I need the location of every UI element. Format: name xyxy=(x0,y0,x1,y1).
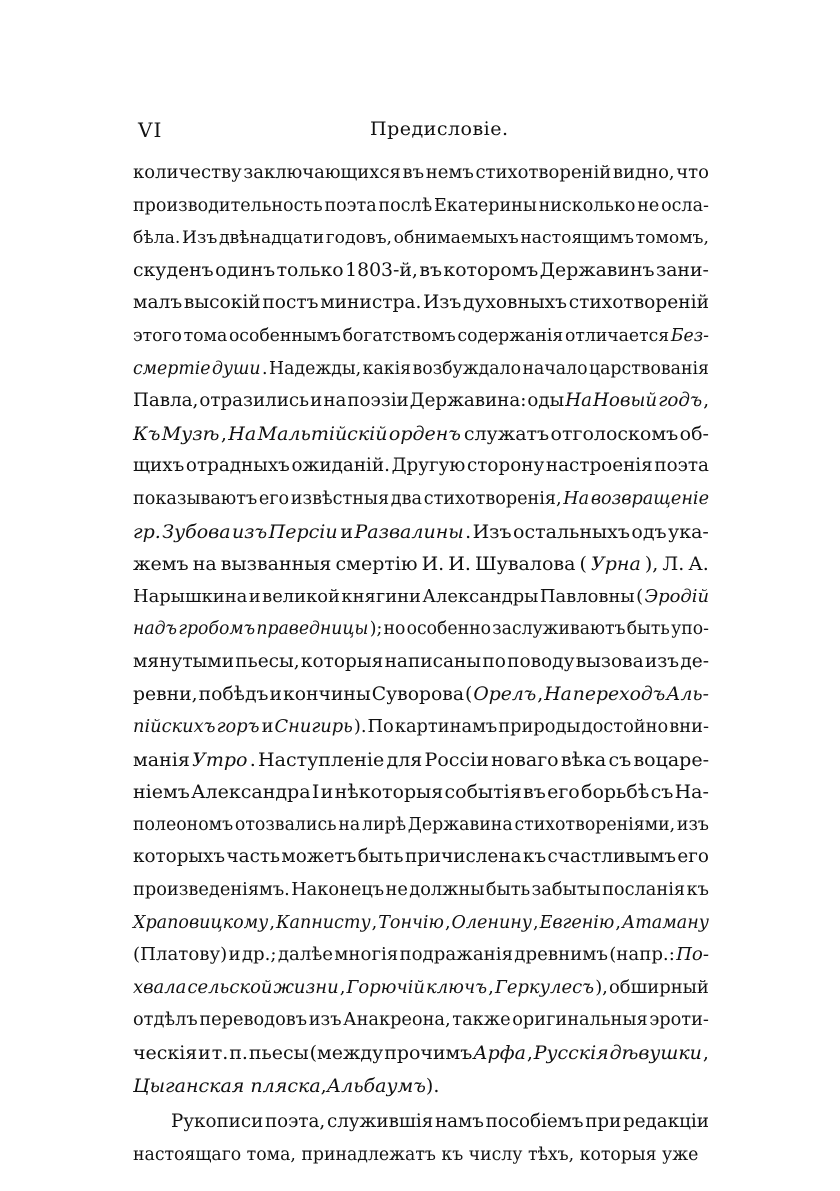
text-segment: и xyxy=(228,944,241,966)
paragraph xyxy=(133,157,709,1102)
text-segment: , xyxy=(702,1042,709,1065)
italic-title-text: хвала xyxy=(133,976,187,998)
text-segment: ческія xyxy=(133,1042,198,1065)
text-segment: съ xyxy=(608,748,632,771)
text-line xyxy=(133,581,709,614)
text-segment: изъ xyxy=(308,1010,342,1031)
text-segment: и xyxy=(269,683,282,705)
italic-title-text: На xyxy=(565,390,592,412)
text-segment: служившія xyxy=(326,1111,434,1133)
text-segment: остальныхъ xyxy=(513,520,630,543)
italic-title-text: Горючій xyxy=(346,976,425,998)
text-line xyxy=(133,418,709,451)
italic-title-text: годъ xyxy=(658,390,703,412)
text-segment: Александра xyxy=(191,781,311,804)
text-segment: манія xyxy=(133,748,190,771)
text-segment: на xyxy=(338,814,361,835)
text-segment: Изъ xyxy=(181,228,218,249)
text-line xyxy=(133,679,709,712)
text-segment: начало xyxy=(522,358,588,379)
text-line xyxy=(133,548,709,581)
text-line xyxy=(133,483,709,516)
text-segment: отразились xyxy=(199,390,310,412)
text-segment: событія xyxy=(444,781,522,804)
italic-title-text: дѣвушки xyxy=(609,1042,702,1065)
text-segment: можетъ xyxy=(281,846,357,868)
text-segment: зани- xyxy=(655,259,709,281)
text-segment: по xyxy=(482,650,506,672)
text-segment: видно, xyxy=(612,162,675,183)
italic-title-text: Урна xyxy=(591,553,641,576)
text-segment: часть xyxy=(226,846,280,868)
text-segment: Державина: xyxy=(409,390,527,412)
text-segment: произведеніямъ. xyxy=(133,880,290,901)
text-segment: Россіи xyxy=(424,748,489,771)
text-line xyxy=(133,157,709,190)
text-segment: какія xyxy=(362,358,412,379)
text-segment: , xyxy=(220,422,227,445)
italic-title-text: смертіе xyxy=(133,358,211,379)
text-line xyxy=(133,222,709,255)
text-segment: великой xyxy=(262,585,340,607)
text-segment: къ xyxy=(522,846,547,868)
text-segment: показываютъ xyxy=(133,488,258,509)
text-segment: А. xyxy=(688,553,709,576)
text-segment: подражанія xyxy=(399,944,514,966)
text-segment: Державина xyxy=(407,814,513,835)
text-segment: въ xyxy=(419,259,442,281)
text-segment: об- xyxy=(679,422,709,445)
text-segment: Державинъ xyxy=(539,259,655,281)
text-segment: вызванныя xyxy=(220,553,332,576)
text-segment: пособіемъ xyxy=(485,1111,584,1133)
text-segment: Рукописи xyxy=(171,1111,264,1133)
page-number: VI xyxy=(138,118,163,142)
text-segment: его xyxy=(258,488,290,509)
text-segment: И. xyxy=(448,553,471,576)
text-segment: на xyxy=(323,390,347,412)
italic-title-text: жизни xyxy=(273,976,339,998)
text-segment: томомъ, xyxy=(635,228,709,249)
italic-title-text: Новый xyxy=(593,390,658,412)
text-segment: особеннымъ xyxy=(228,325,341,346)
text-segment: , xyxy=(615,912,621,933)
text-line xyxy=(133,907,709,940)
italic-title-text: праведницы xyxy=(256,619,369,640)
text-segment: лирѣ xyxy=(361,814,407,835)
italic-title-text: Капнисту xyxy=(275,912,371,933)
text-segment: вѣка xyxy=(560,748,607,771)
text-segment: въ xyxy=(523,781,546,804)
text-segment: природы xyxy=(498,716,581,738)
italic-title-text: Евгенію xyxy=(539,912,615,933)
italic-title-text: Без- xyxy=(670,325,709,346)
text-segment: ). xyxy=(425,1074,440,1097)
text-segment: которомъ xyxy=(443,259,539,281)
text-segment: достойно xyxy=(581,716,669,738)
text-segment: , xyxy=(532,912,539,933)
text-segment: ( xyxy=(579,553,587,576)
text-segment: заслуживаютъ xyxy=(492,619,626,640)
text-segment: воцаре- xyxy=(633,748,709,771)
text-segment: особенно xyxy=(406,619,491,640)
text-segment: осла- xyxy=(661,195,709,216)
text-segment: Наконецъ xyxy=(291,880,385,901)
italic-title-text: орденъ xyxy=(388,422,461,445)
text-segment: ). xyxy=(353,716,367,738)
text-segment: (Платову) xyxy=(133,944,228,966)
text-segment: и xyxy=(248,585,261,607)
text-segment: высокій xyxy=(183,292,261,314)
text-line xyxy=(133,809,709,842)
text-segment: Изъ xyxy=(423,292,462,314)
text-segment: сторону xyxy=(467,455,545,477)
text-segment: ( xyxy=(636,585,644,607)
text-segment: Суворова xyxy=(371,683,465,705)
text-line xyxy=(133,320,709,353)
text-segment: пьесы xyxy=(248,1042,309,1065)
text-segment: отличается xyxy=(564,325,670,346)
text-segment: Другую xyxy=(391,455,466,477)
text-segment: настоящаго тома, принадлежатъ къ числу тѣхъ, которыя уже xyxy=(133,1144,699,1165)
text-segment: , xyxy=(537,683,544,705)
text-segment: извѣстныя xyxy=(290,488,390,509)
text-segment: кончины xyxy=(282,683,371,705)
text-segment: ука- xyxy=(668,520,709,543)
text-line xyxy=(133,939,709,972)
text-segment: при xyxy=(585,1111,622,1133)
text-segment: т. xyxy=(211,1042,229,1065)
text-segment: (между xyxy=(309,1042,384,1065)
text-segment: одъ xyxy=(631,520,667,543)
text-line xyxy=(133,385,709,418)
italic-title-text: Орелъ xyxy=(473,683,537,705)
text-line xyxy=(133,255,709,288)
italic-title-text: Арфа xyxy=(473,1042,526,1065)
italic-title-text: На xyxy=(563,488,590,509)
italic-title-text: Тончію xyxy=(378,912,444,933)
text-line xyxy=(133,1070,709,1103)
text-segment: ожиданій. xyxy=(291,455,390,477)
text-segment: производительность xyxy=(133,195,323,216)
text-segment: оригинальныя xyxy=(512,1010,648,1031)
italic-title-text: Альбаумъ xyxy=(326,1074,426,1097)
text-segment: также xyxy=(452,1010,511,1031)
text-line xyxy=(133,287,709,320)
text-segment: обнимаемыхъ xyxy=(393,228,519,249)
text-segment: поэта xyxy=(324,195,377,216)
text-segment: побѣдъ xyxy=(198,683,269,705)
italic-title-text: Музѣ xyxy=(161,422,220,445)
text-segment: Павла, xyxy=(133,390,199,412)
italic-title-text: Персіи xyxy=(268,520,338,543)
text-segment: быть xyxy=(357,846,404,868)
text-segment: посланія xyxy=(602,880,686,901)
text-segment: его xyxy=(677,846,709,868)
text-segment: и xyxy=(261,716,274,738)
italic-title-text: Оленину xyxy=(451,912,532,933)
italic-title-text: Мальтійскій xyxy=(257,422,388,445)
text-segment: Л. xyxy=(662,553,685,576)
text-segment: обширный xyxy=(608,976,709,998)
text-segment: которыя xyxy=(300,650,384,672)
text-line xyxy=(133,516,709,549)
text-line xyxy=(133,841,709,874)
text-segment: и xyxy=(198,1042,211,1065)
text-segment: возбуждало xyxy=(412,358,521,379)
text-segment: далѣе xyxy=(277,944,334,966)
italic-title-text: Русскія xyxy=(533,1042,609,1065)
text-segment: стихотвореній xyxy=(568,292,709,314)
text-segment: борьбѣ xyxy=(581,781,650,804)
text-segment: царствованія xyxy=(589,358,709,379)
text-segment: стихотворенія, xyxy=(423,488,562,509)
text-segment: но xyxy=(383,619,406,640)
text-segment: Александры xyxy=(422,585,539,607)
italic-title-text: Атаману xyxy=(621,912,709,933)
text-segment: ревни, xyxy=(133,683,198,705)
text-segment: и xyxy=(310,390,323,412)
italic-title-text: Развалины xyxy=(354,520,464,543)
text-segment: Шувалова xyxy=(475,553,576,576)
italic-title-text: ключъ xyxy=(426,976,488,998)
text-segment: богатствомъ xyxy=(342,325,456,346)
italic-title-text: горъ xyxy=(216,716,260,738)
text-segment: смертію xyxy=(335,553,418,576)
text-line xyxy=(133,353,709,386)
text-segment: настоящимъ xyxy=(520,228,634,249)
text-segment: постъ xyxy=(262,292,319,314)
text-segment: быть xyxy=(485,880,531,901)
text-segment: Нарышкина xyxy=(133,585,248,607)
text-segment: бѣла. xyxy=(133,228,181,249)
text-segment: п. xyxy=(229,1042,248,1065)
text-segment: , xyxy=(703,390,709,412)
text-segment: По xyxy=(367,716,394,738)
text-segment: , xyxy=(444,912,451,933)
text-segment: нисколько xyxy=(538,195,636,216)
text-segment: малъ xyxy=(133,292,183,314)
italic-title-text: Цыганская пляска xyxy=(133,1074,321,1097)
italic-title-text: переходъ xyxy=(572,683,666,705)
paragraph xyxy=(133,1106,709,1171)
text-segment: и xyxy=(340,520,354,543)
text-segment: министра. xyxy=(320,292,422,314)
text-line xyxy=(133,613,709,646)
italic-title-text: гр. xyxy=(133,520,161,543)
text-segment: Надежды, xyxy=(269,358,362,379)
text-segment: Екатерины xyxy=(433,195,537,216)
text-segment: стихотвореній xyxy=(475,162,612,183)
text-segment: мянутыми xyxy=(133,650,235,672)
text-segment: должны xyxy=(409,880,485,901)
text-segment: картинамъ xyxy=(394,716,498,738)
italic-title-text: надъ xyxy=(133,619,178,640)
text-segment: нѣкоторыя xyxy=(334,781,444,804)
italic-title-text: сельской xyxy=(187,976,273,998)
text-segment: что xyxy=(676,162,709,183)
italic-title-text: Утро xyxy=(192,748,248,771)
text-segment: и xyxy=(320,781,334,804)
text-line xyxy=(133,874,709,907)
text-segment: щихъ xyxy=(133,455,185,477)
text-line xyxy=(133,744,709,777)
text-segment: поэта, xyxy=(264,1111,326,1133)
italic-title-text: Къ xyxy=(133,422,161,445)
text-line xyxy=(133,190,709,223)
text-segment: духовныхъ xyxy=(463,292,567,314)
text-segment: этого xyxy=(133,325,182,346)
italic-title-text: На xyxy=(544,683,572,705)
text-line xyxy=(133,1004,709,1037)
text-segment: отголоскомъ xyxy=(550,422,679,445)
italic-title-text: гробомъ xyxy=(178,619,256,640)
text-segment: княгини xyxy=(341,585,421,607)
italic-title-text: Храповицкому xyxy=(133,912,269,933)
text-segment: тома xyxy=(183,325,228,346)
text-segment: эроти- xyxy=(649,1010,709,1031)
text-segment: два xyxy=(390,488,423,509)
text-segment: счастливымъ xyxy=(547,846,676,868)
text-segment: количеству xyxy=(133,162,242,183)
text-segment: одинъ xyxy=(215,259,276,281)
italic-title-text: На xyxy=(228,422,257,445)
text-line xyxy=(133,972,709,1005)
text-segment: годовъ, xyxy=(325,228,392,249)
text-segment: съ xyxy=(650,781,674,804)
text-segment: ніемъ xyxy=(133,781,190,804)
text-segment: вызова xyxy=(575,650,644,672)
text-segment: стихотвореніями, xyxy=(514,814,676,835)
text-segment: послѣ xyxy=(378,195,433,216)
text-segment: , xyxy=(371,912,378,933)
text-segment: заключающихся xyxy=(243,162,401,183)
text-segment: отдѣлъ xyxy=(133,1010,198,1031)
italic-title-text: Эродій xyxy=(644,585,709,607)
text-segment: настроенія xyxy=(545,455,653,477)
text-segment: др.; xyxy=(241,944,277,966)
text-segment: многія xyxy=(334,944,399,966)
text-segment: скуденъ xyxy=(133,259,214,281)
text-segment: не xyxy=(637,195,660,216)
text-segment: , xyxy=(488,976,494,998)
text-segment: жемъ xyxy=(133,553,189,576)
text-segment: новаго xyxy=(491,748,559,771)
text-line xyxy=(133,776,709,809)
text-segment: немъ xyxy=(425,162,474,183)
text-segment: отрадныхъ xyxy=(185,455,290,477)
text-segment: оды xyxy=(527,390,565,412)
text-segment: служатъ xyxy=(463,422,550,445)
italic-title-text: Геркулесъ xyxy=(494,976,595,998)
text-segment: прочимъ xyxy=(384,1042,473,1065)
italic-title-text: изъ xyxy=(231,520,268,543)
text-segment: I xyxy=(311,781,320,804)
text-line xyxy=(133,1139,709,1172)
text-line xyxy=(133,646,709,679)
text-segment: поэзіи xyxy=(347,390,409,412)
text-segment: На- xyxy=(674,781,709,804)
text-segment: пьесы, xyxy=(235,650,300,672)
italic-title-text: По- xyxy=(676,944,709,966)
text-segment: , xyxy=(339,976,346,998)
text-segment: не xyxy=(385,880,408,901)
italic-title-text: возвращеніе xyxy=(590,488,709,509)
text-segment: ); xyxy=(369,619,383,640)
text-segment: ), xyxy=(595,976,608,998)
text-segment: двѣнадцати xyxy=(218,228,325,249)
text-line xyxy=(133,1037,709,1070)
text-segment: . xyxy=(249,748,256,771)
text-segment: намъ xyxy=(434,1111,484,1133)
text-segment: 1803-й, xyxy=(345,259,418,281)
text-segment: причислена xyxy=(404,846,522,868)
text-segment: ( xyxy=(465,683,473,705)
italic-title-text: Аль- xyxy=(666,683,709,705)
text-segment: изъ xyxy=(676,814,709,835)
text-segment: И. xyxy=(421,553,445,576)
italic-title-text: Снигирь xyxy=(274,716,353,738)
text-segment: въ xyxy=(402,162,425,183)
text-segment: Анакреона, xyxy=(343,1010,451,1031)
text-segment: только xyxy=(276,259,344,281)
text-segment: переводовъ xyxy=(199,1010,308,1031)
text-segment: вни- xyxy=(669,716,709,738)
text-segment: , xyxy=(526,1042,533,1065)
text-segment: изъ xyxy=(644,650,680,672)
text-segment: Павловны xyxy=(539,585,635,607)
text-segment: его xyxy=(547,781,580,804)
text-segment: Наступленіе xyxy=(258,748,385,771)
text-segment: написаны xyxy=(384,650,482,672)
text-segment: быть xyxy=(626,619,670,640)
text-segment: для xyxy=(386,748,423,771)
body-text xyxy=(133,157,709,1171)
text-segment: ), xyxy=(644,553,659,576)
text-segment: Изъ xyxy=(472,520,512,543)
text-segment: упо- xyxy=(671,619,709,640)
text-segment: де- xyxy=(680,650,709,672)
text-segment: полеономъ xyxy=(133,814,234,835)
text-segment: . xyxy=(465,520,472,543)
text-segment: древнимъ xyxy=(514,944,608,966)
text-segment: поводу xyxy=(507,650,575,672)
text-segment: къ xyxy=(686,880,709,901)
running-title: Предисловіе. xyxy=(370,118,509,140)
text-line xyxy=(133,450,709,483)
text-segment: на xyxy=(192,553,217,576)
text-segment: отозвались xyxy=(234,814,337,835)
text-segment: содержанія xyxy=(457,325,564,346)
text-segment: (напр.: xyxy=(609,944,675,966)
text-segment: которыхъ xyxy=(133,846,226,868)
text-segment: редакціи xyxy=(623,1111,709,1133)
text-segment: забыты xyxy=(531,880,601,901)
text-segment: , xyxy=(269,912,275,933)
italic-title-text: Зубова xyxy=(162,520,231,543)
text-line xyxy=(133,1106,709,1139)
text-segment: , xyxy=(320,1074,327,1097)
text-segment: поэта xyxy=(654,455,709,477)
italic-title-text: души xyxy=(212,358,261,379)
text-line xyxy=(133,711,709,744)
text-segment: . xyxy=(262,358,268,379)
italic-title-text: пійскихъ xyxy=(133,716,216,738)
